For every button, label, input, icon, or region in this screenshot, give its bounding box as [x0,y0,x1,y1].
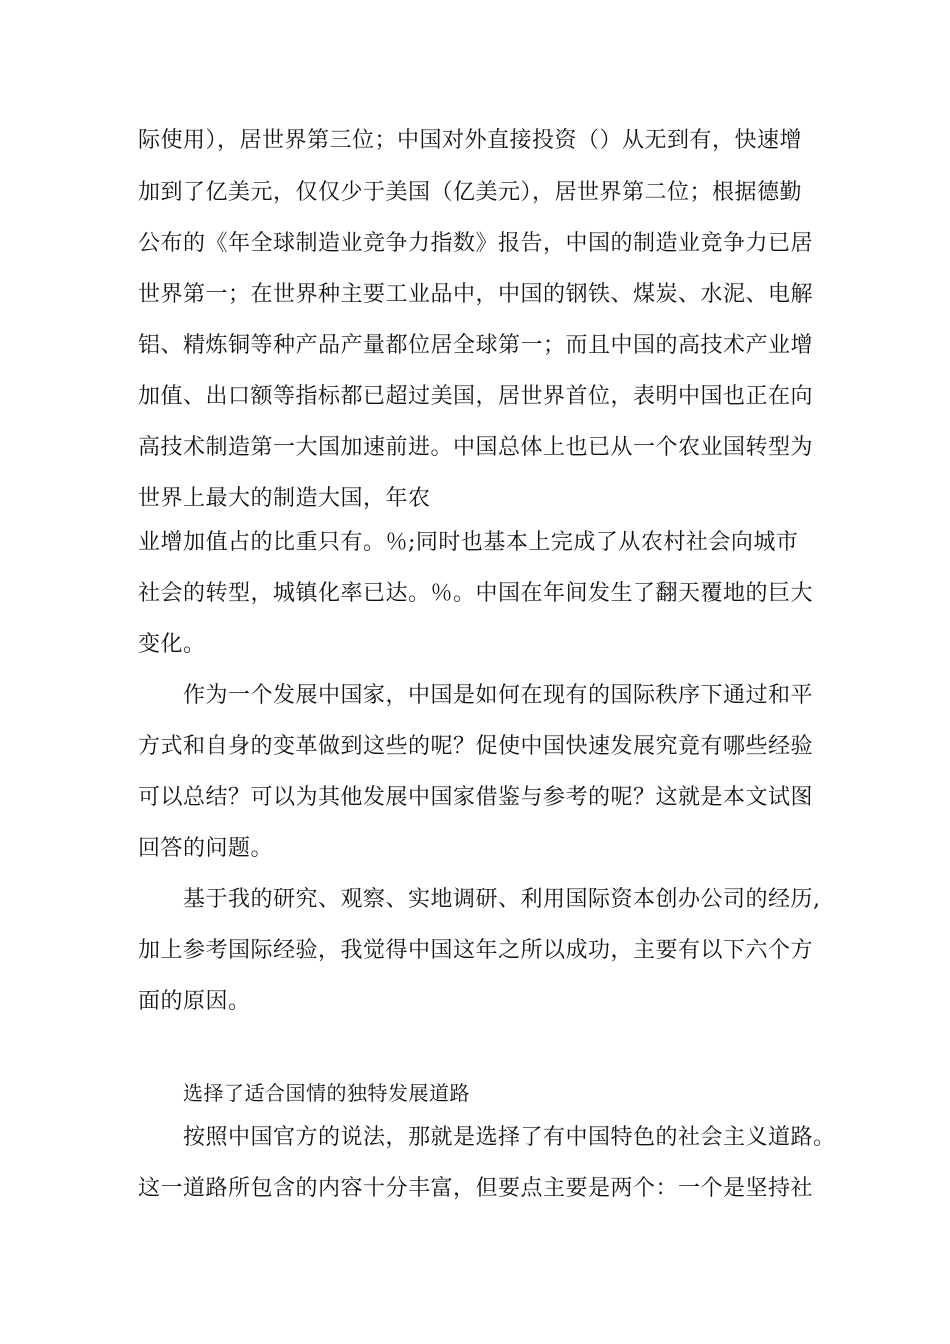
paragraph-1-line-5: 铝、精炼铜等种产品产量都位居全球第一；而且中国的高技术产业增 [138,333,814,358]
paragraph-1-line-10: 社会的转型，城镇化率已达。％。中国在年间发生了翻天覆地的巨大 [138,581,814,606]
paragraph-1-line-2: 加到了亿美元，仅仅少于美国（亿美元），居世界第二位；根据德勤 [138,180,803,205]
paragraph-1-line-1: 际使用），居世界第三位；中国对外直接投资（）从无到有，快速增 [138,128,803,153]
section-heading: 选择了适合国情的独特发展道路 [183,1081,470,1105]
paragraph-3-line-1: 基于我的研究、观察、实地调研、利用国际资本创办公司的经历, [183,887,821,912]
paragraph-1-line-8: 世界上最大的制造大国，年农 [138,486,431,511]
paragraph-1-line-11: 变化。 [138,632,206,657]
paragraph-1-line-6: 加值、出口额等指标都已超过美国，居世界首位，表明中国也正在向 [138,384,814,409]
paragraph-1-line-7: 高技术制造第一大国加速前进。中国总体上也已从一个农业国转型为 [138,435,814,460]
paragraph-4-line-1: 按照中国官方的说法，那就是选择了有中国特色的社会主义道路。 [183,1125,836,1150]
paragraph-1-line-4: 世界第一；在世界种主要工业品中，中国的钢铁、煤炭、水泥、电解 [138,282,814,307]
paragraph-2-line-2: 方式和自身的变革做到这些的呢？促使中国快速发展究竟有哪些经验 [138,734,814,759]
paragraph-2-line-3: 可以总结？可以为其他发展中国家借鉴与参考的呢？这就是本文试图 [138,785,814,810]
paragraph-4-line-2: 这一道路所包含的内容十分丰富，但要点主要是两个：一个是坚持社 [138,1176,814,1201]
paragraph-3-line-3: 面的原因。 [138,989,251,1014]
paragraph-1-line-3: 公布的《年全球制造业竞争力指数》报告，中国的制造业竞争力已居 [138,231,814,256]
paragraph-2-line-4: 回答的问题。 [138,836,274,861]
paragraph-2-line-1: 作为一个发展中国家，中国是如何在现有的国际秩序下通过和平 [183,683,814,708]
paragraph-1-line-9: 业增加值占的比重只有。％;同时也基本上完成了从农村社会向城市 [138,530,799,555]
paragraph-3-line-2: 加上参考国际经验，我觉得中国这年之所以成功，主要有以下六个方 [138,938,814,963]
